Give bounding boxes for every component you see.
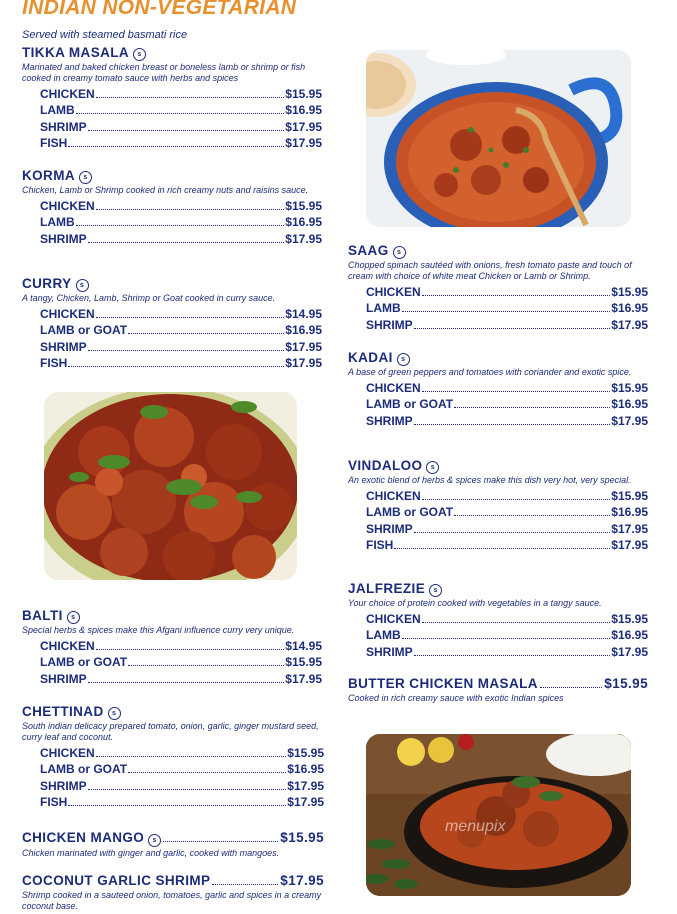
leader-dots: [414, 532, 611, 533]
price-value: $15.95: [285, 655, 322, 670]
price-label: CHICKEN: [366, 285, 421, 299]
spice-icon: s: [67, 611, 80, 624]
menu-section-title: INDIAN NON-VEGETARIAN: [22, 0, 297, 19]
dish-description: Marinated and baked chicken breast or boneless lamb or shrimp or fish cooked in creamy tomato sauce with herbs and spices: [22, 62, 306, 83]
price-row: [366, 300, 648, 316]
price-row: [40, 745, 324, 761]
leader-dots: [88, 682, 285, 683]
leader-dots: [422, 499, 611, 500]
price-row: [40, 355, 322, 371]
price-label: SHRIMP: [366, 317, 413, 332]
price-label: LAMB or GOAT: [366, 397, 454, 412]
dish-description: Chicken, Lamb or Shrimp cooked in rich creamy nuts and raisins sauce.: [22, 185, 309, 195]
dish-balti: [22, 608, 322, 687]
leader-dots: [128, 665, 284, 666]
price-value: $17.95: [611, 644, 648, 659]
dish-name: VINDALOO: [348, 458, 423, 473]
dish-description: Shrimp cooked in a sauteed onion, tomatoes, garlic and spices in a creamy coconut base.: [22, 890, 322, 911]
dish-chicken-mango: [22, 830, 324, 859]
price-value: $17.95: [280, 873, 324, 888]
curry-bowl-photo: [366, 734, 631, 896]
price-row: [366, 284, 648, 300]
price-row: [40, 135, 322, 151]
spice-icon: s: [133, 48, 146, 61]
dish-butter-chicken-masala: [348, 676, 648, 704]
leader-dots: [88, 130, 285, 131]
price-value: $16.95: [285, 215, 322, 230]
price-row: [40, 778, 324, 794]
price-row: [366, 380, 648, 396]
chicken-dish-photo: [44, 392, 297, 580]
price-value: $17.95: [285, 135, 322, 150]
price-label: CHICKEN: [40, 87, 95, 101]
leader-dots: [96, 209, 285, 210]
leader-dots: [128, 333, 284, 334]
leader-dots: [454, 515, 610, 516]
spice-icon: s: [397, 353, 410, 366]
leader-dots: [422, 295, 611, 296]
price-label: SHRIMP: [40, 671, 87, 686]
price-value: $15.95: [611, 285, 648, 299]
price-label: CHICKEN: [40, 639, 95, 653]
price-value: $15.95: [287, 746, 324, 760]
price-label: SHRIMP: [40, 231, 87, 246]
price-label: LAMB or GOAT: [40, 323, 128, 338]
dish-name: CHETTINAD: [22, 704, 104, 719]
leader-dots: [68, 805, 286, 806]
price-row: [40, 339, 322, 355]
dish-name: COCONUT GARLIC SHRIMP: [22, 873, 211, 888]
dish-description: South indian delicacy prepared tomato, onion, garlic, ginger mustard seed, curry leaf and coconut.: [22, 721, 319, 742]
price-list: [366, 488, 648, 553]
price-row: [366, 627, 648, 643]
leader-dots: [212, 884, 278, 885]
leader-dots: [414, 424, 611, 425]
leader-dots: [454, 407, 610, 408]
price-list: [40, 86, 322, 151]
price-value: $17.95: [287, 778, 324, 793]
price-value: $17.95: [285, 231, 322, 246]
price-row: [366, 521, 648, 537]
tikka-masala-pan-photo: [366, 50, 631, 227]
dish-name: CHICKEN MANGO: [22, 830, 145, 845]
dish-tikka-masala: [22, 45, 322, 151]
price-label: SHRIMP: [40, 119, 87, 134]
price-label: SHRIMP: [40, 339, 87, 354]
price-label: LAMB or GOAT: [40, 655, 128, 670]
leader-dots: [394, 548, 610, 549]
price-value: $15.95: [285, 199, 322, 213]
price-row: [40, 671, 322, 687]
price-row: [366, 644, 648, 660]
price-row: [40, 198, 322, 214]
price-list: [40, 198, 322, 247]
spice-icon: s: [426, 461, 439, 474]
dish-chettinad: [22, 704, 324, 810]
menu-section-subtitle: Served with steamed basmati rice: [22, 29, 188, 41]
leader-dots: [402, 311, 611, 312]
price-list: [40, 638, 322, 687]
price-value: $16.95: [285, 103, 322, 118]
dish-name: KORMA: [22, 168, 75, 183]
price-value: $17.95: [285, 671, 322, 686]
price-value: $16.95: [611, 505, 648, 520]
dish-name: CURRY: [22, 276, 72, 291]
leader-dots: [88, 242, 285, 243]
dish-name: BUTTER CHICKEN MASALA: [348, 676, 538, 691]
price-value: $14.95: [285, 307, 322, 321]
price-value: $15.95: [611, 381, 648, 395]
dish-description: A tangy, Chicken, Lamb, Shrimp or Goat cooked in curry sauce.: [22, 293, 276, 303]
price-list: [40, 745, 324, 810]
dish-vindaloo: [348, 458, 648, 553]
dish-coconut-garlic-shrimp: [22, 873, 324, 912]
price-value: $17.95: [611, 317, 648, 332]
price-label: SHRIMP: [366, 521, 413, 536]
price-label: LAMB or GOAT: [40, 762, 128, 777]
curry-bowl-illustration: [366, 734, 631, 896]
leader-dots: [540, 687, 602, 688]
dish-name: KADAI: [348, 350, 393, 365]
price-label: CHICKEN: [40, 746, 95, 760]
price-value: $15.95: [280, 830, 324, 845]
leader-dots: [96, 649, 285, 650]
dish-name: TIKKA MASALA: [22, 45, 130, 60]
chicken-dish-illustration: [44, 392, 297, 580]
price-label: CHICKEN: [40, 199, 95, 213]
price-label: LAMB: [366, 628, 401, 643]
price-value: $14.95: [285, 639, 322, 653]
price-row: [366, 537, 648, 553]
price-list: [366, 380, 648, 429]
price-row: [40, 794, 324, 810]
price-label: CHICKEN: [40, 307, 95, 321]
leader-dots: [128, 772, 286, 773]
leader-dots: [414, 655, 611, 656]
leader-dots: [76, 113, 285, 114]
price-row: [40, 654, 322, 670]
dish-kadai: [348, 350, 648, 429]
dish-description: Chopped spinach sautéed with onions, fresh tomato paste and touch of cream with choice of white meat Chicken or Lamb or Shrimp.: [348, 260, 632, 281]
price-label: LAMB: [40, 215, 75, 230]
price-label: FISH: [40, 355, 68, 370]
price-label: FISH: [40, 794, 68, 809]
price-label: CHICKEN: [366, 489, 421, 503]
dish-description: A base of green peppers and tomatoes with coriander and exotic spice.: [348, 367, 632, 377]
dish-description: An exotic blend of herbs & spices make this dish very hot, very special.: [348, 475, 631, 485]
dish-description: Your choice of protein cooked with vegetables in a tangy sauce.: [348, 598, 602, 608]
leader-dots: [68, 146, 284, 147]
price-value: $17.95: [285, 119, 322, 134]
leader-dots: [96, 97, 285, 98]
spice-icon: s: [76, 279, 89, 292]
price-row: [366, 611, 648, 627]
dish-korma: [22, 168, 322, 247]
price-row: [40, 231, 322, 247]
price-label: LAMB: [366, 301, 401, 316]
price-value: $17.95: [285, 339, 322, 354]
price-row: [40, 761, 324, 777]
price-label: CHICKEN: [366, 612, 421, 626]
leader-dots: [422, 622, 611, 623]
price-value: $17.95: [287, 794, 324, 809]
leader-dots: [88, 789, 287, 790]
dish-curry: [22, 276, 322, 371]
price-row: [366, 396, 648, 412]
dish-jalfrezie: [348, 581, 648, 660]
leader-dots: [76, 225, 285, 226]
price-row: [40, 306, 322, 322]
price-value: $17.95: [285, 355, 322, 370]
spice-icon: s: [393, 246, 406, 259]
tikka-masala-pan-illustration: [366, 50, 631, 227]
dish-name: JALFREZIE: [348, 581, 426, 596]
price-row: [366, 317, 648, 333]
price-list: [366, 284, 648, 333]
price-value: $17.95: [611, 537, 648, 552]
price-row: [40, 322, 322, 338]
price-value: $16.95: [611, 397, 648, 412]
price-row: [366, 488, 648, 504]
price-row: [40, 119, 322, 135]
price-list: [40, 306, 322, 371]
leader-dots: [96, 756, 287, 757]
watermark: menupix: [445, 818, 506, 835]
price-row: [366, 413, 648, 429]
spice-icon: s: [429, 584, 442, 597]
leader-dots: [422, 391, 611, 392]
price-value: $16.95: [287, 762, 324, 777]
price-label: FISH: [366, 537, 394, 552]
leader-dots: [88, 350, 285, 351]
price-label: LAMB or GOAT: [366, 505, 454, 520]
price-value: $15.95: [285, 87, 322, 101]
leader-dots: [96, 317, 285, 318]
leader-dots: [163, 841, 278, 842]
price-value: $16.95: [611, 301, 648, 316]
price-value: $16.95: [285, 323, 322, 338]
price-value: $15.95: [604, 676, 648, 691]
price-row: [40, 214, 322, 230]
price-label: SHRIMP: [366, 644, 413, 659]
spice-icon: s: [108, 707, 121, 720]
price-label: CHICKEN: [366, 381, 421, 395]
leader-dots: [414, 328, 611, 329]
price-row: [40, 638, 322, 654]
leader-dots: [68, 366, 284, 367]
leader-dots: [402, 638, 611, 639]
price-list: [366, 611, 648, 660]
price-label: FISH: [40, 135, 68, 150]
price-label: SHRIMP: [40, 778, 87, 793]
spice-icon: s: [148, 834, 161, 847]
price-row: [40, 86, 322, 102]
dish-name: SAAG: [348, 243, 389, 258]
price-row: [366, 504, 648, 520]
dish-description: Cooked in rich creamy sauce with exotic Indian spices: [348, 693, 564, 703]
price-value: $16.95: [611, 628, 648, 643]
price-label: LAMB: [40, 103, 75, 118]
spice-icon: s: [79, 171, 92, 184]
price-value: $17.95: [611, 413, 648, 428]
price-value: $17.95: [611, 521, 648, 536]
price-value: $15.95: [611, 612, 648, 626]
price-row: [40, 102, 322, 118]
price-value: $15.95: [611, 489, 648, 503]
price-label: SHRIMP: [366, 413, 413, 428]
dish-description: Chicken marinated with ginger and garlic, cooked with mangoes.: [22, 848, 280, 858]
dish-saag: [348, 243, 648, 333]
dish-description: Special herbs & spices make this Afgani influence curry very unique.: [22, 625, 295, 635]
dish-name: BALTI: [22, 608, 63, 623]
